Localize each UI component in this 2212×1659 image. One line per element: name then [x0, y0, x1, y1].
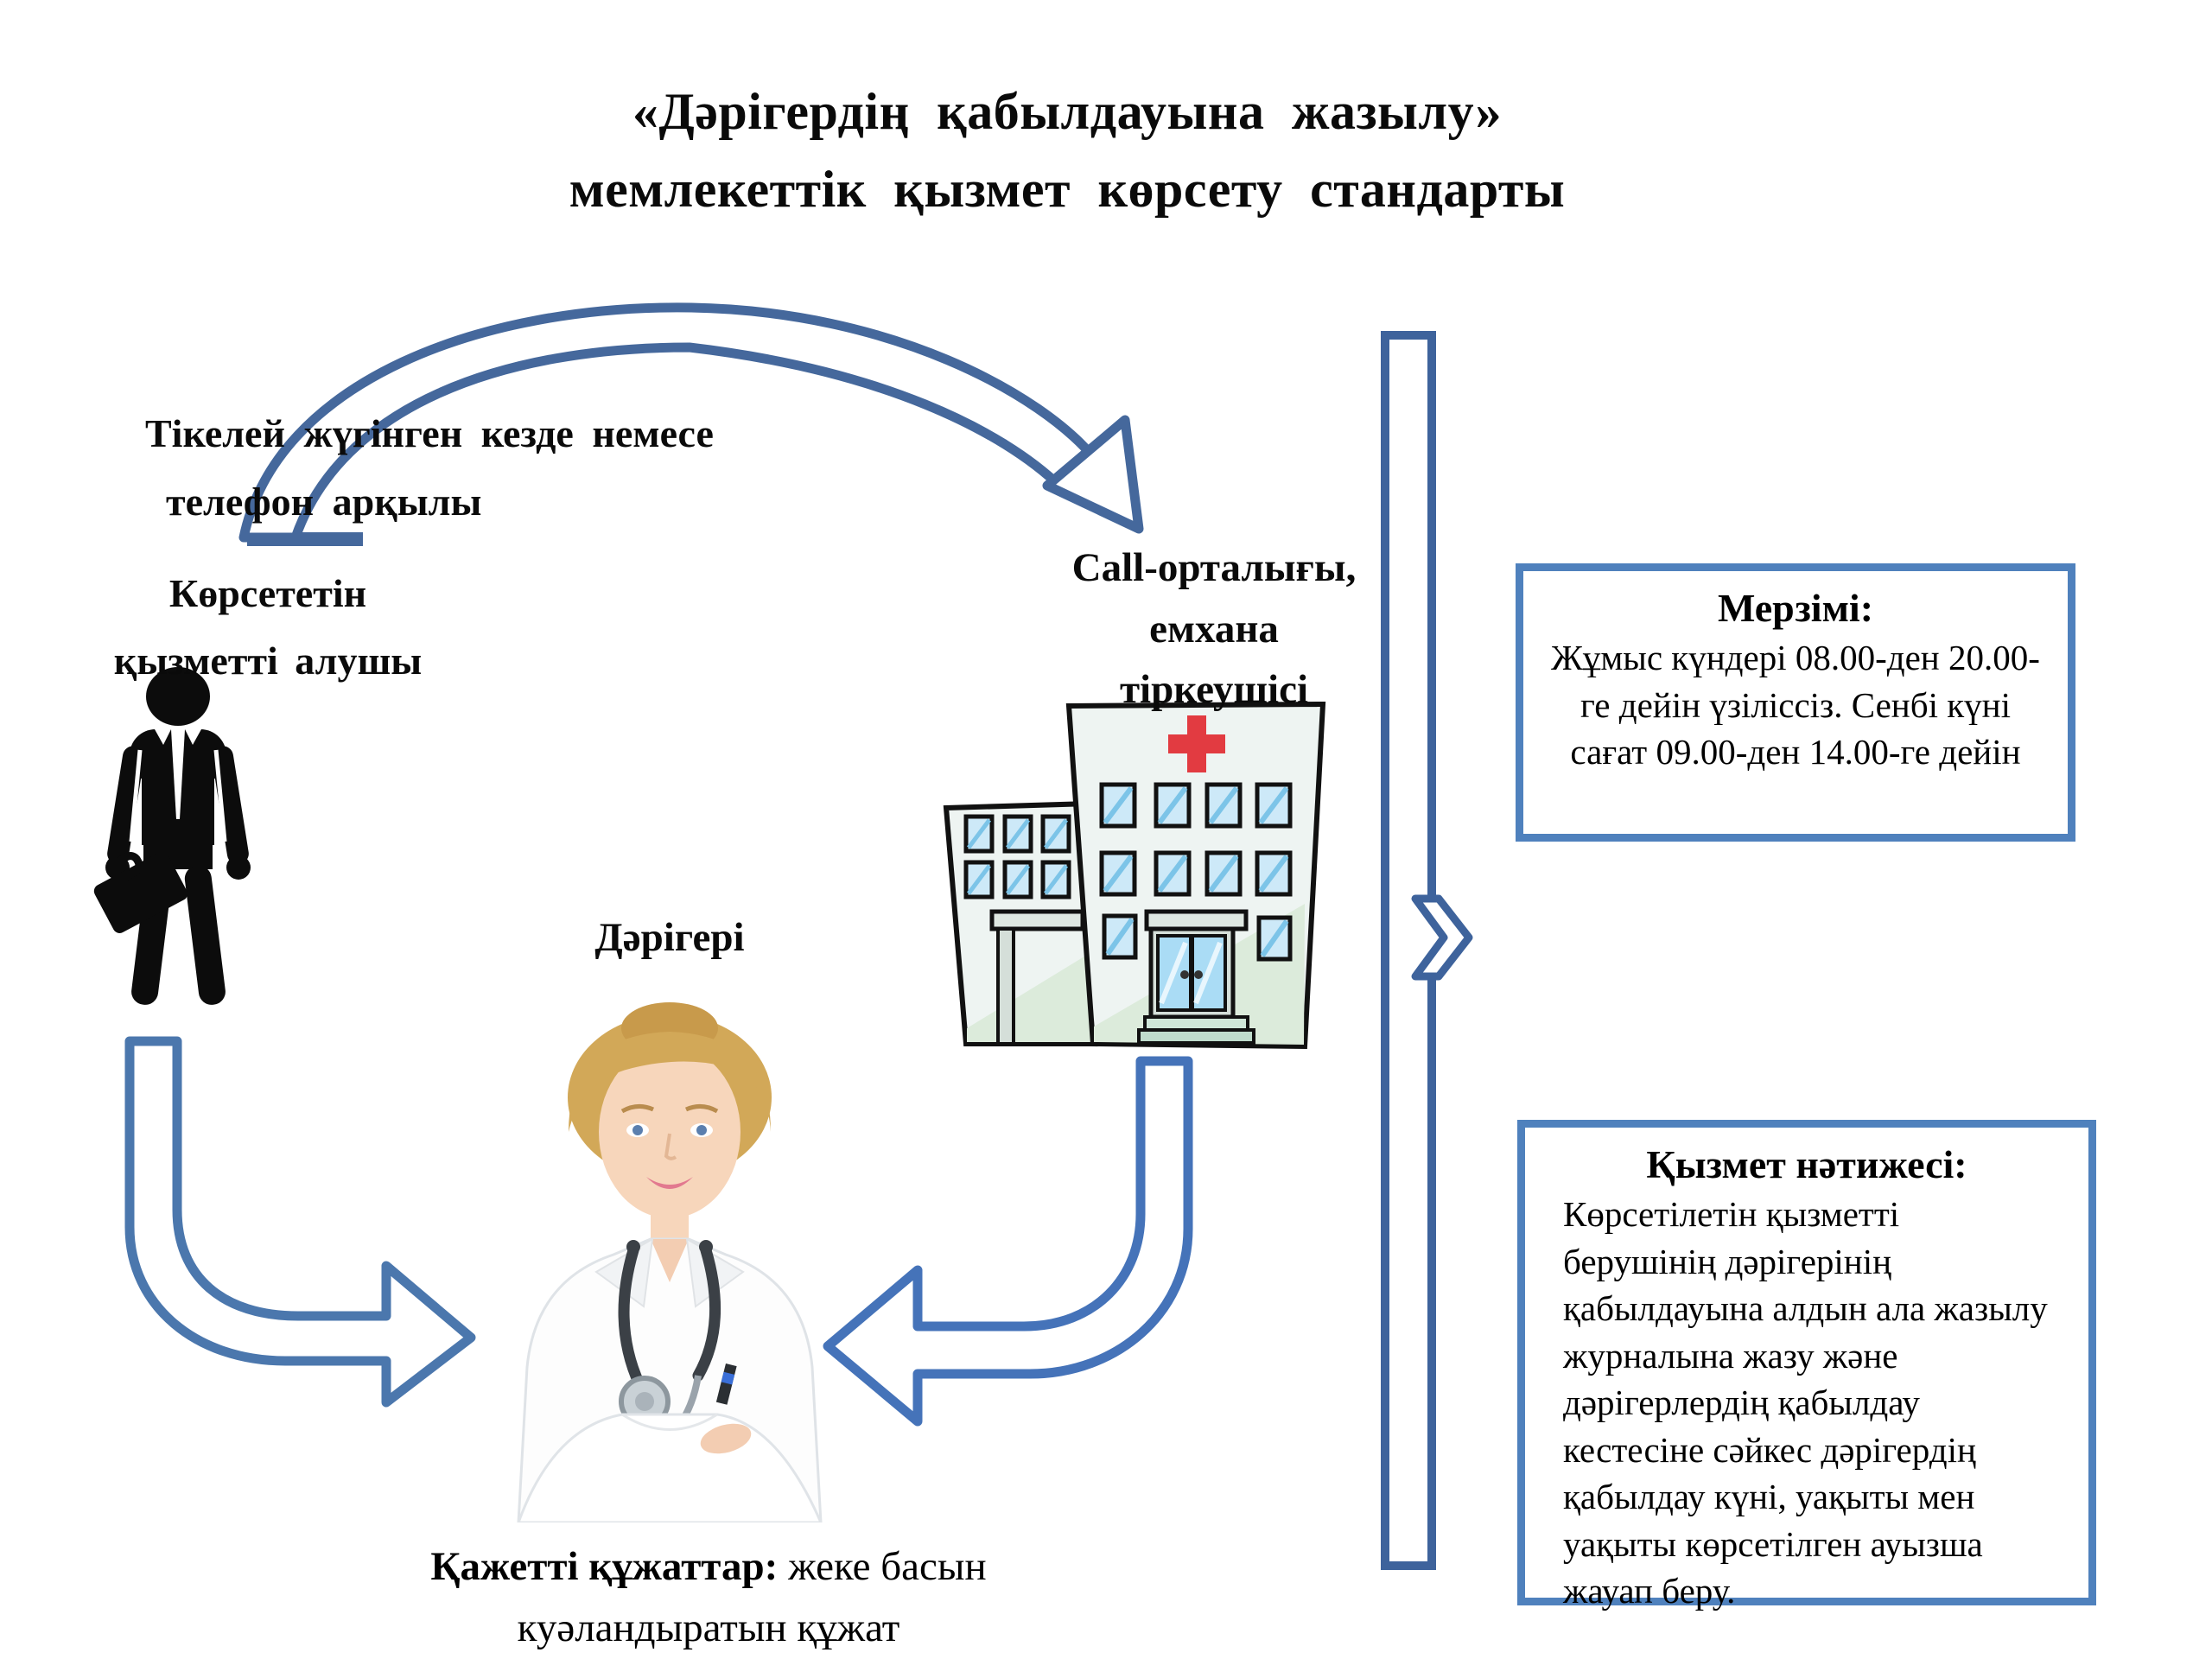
hospital-icon	[938, 696, 1348, 1051]
service-recipient-label	[60, 560, 475, 695]
term-box-body: Жұмыс күндері 08.00-ден 20.00-ге дейін үзіліссіз. Сенбі күні сағат 09.00-ден 14.00-ге дейін	[1551, 638, 2040, 772]
direct-contact-line2: телефон арқылы	[166, 480, 482, 524]
down-left-arrow-icon	[828, 1061, 1188, 1421]
doctor-photo	[467, 994, 873, 1522]
direct-contact-line1: Тікелей жүгінген кезде немесе	[145, 411, 714, 455]
required-documents-label: Қажетті құжаттар:	[430, 1544, 779, 1589]
call-center-label	[1020, 537, 1408, 721]
doctor-label: Дәрігері	[594, 915, 745, 960]
required-documents-text: жеке басын куәландыратын құжат	[517, 1544, 987, 1650]
page-title-line2: мемлекеттік қызмет көрсету стандарты	[569, 161, 1566, 218]
service-recipient-line2: қызметті алушы	[113, 639, 423, 683]
call-center-line2: емхана	[1149, 606, 1279, 652]
term-box	[1516, 563, 2075, 842]
page-title	[389, 73, 1745, 228]
result-box-body: Көрсетілетін қызметті берушінің дәрігерінің қабылдауына алдын ала жазылу журналына жазу және дәрігерлердің қабылдау кестесіне сәйкес дәрігердің қабылдау күні, уақыты мен уақыты көрсетілген ауызша жауап беру.	[1563, 1194, 2048, 1611]
required-documents-note	[380, 1536, 1037, 1658]
term-box-heading: Мерзімі:	[1717, 586, 1874, 630]
call-center-line3: тіркеушісі	[1119, 667, 1309, 712]
page-title-line1: «Дәрігердің қабылдауына жазылу»	[632, 83, 1503, 140]
result-box	[1517, 1120, 2096, 1611]
result-box-heading: Қызмет нәтижесі:	[1646, 1142, 1967, 1186]
timeline-bar	[1385, 335, 1469, 1566]
call-center-line1: Call-орталығы,	[1071, 545, 1357, 590]
direct-contact-label	[145, 399, 836, 536]
service-recipient-line1: Көрсететін	[168, 571, 367, 615]
down-right-arrow-icon	[130, 1041, 471, 1402]
person-icon	[86, 662, 270, 1009]
